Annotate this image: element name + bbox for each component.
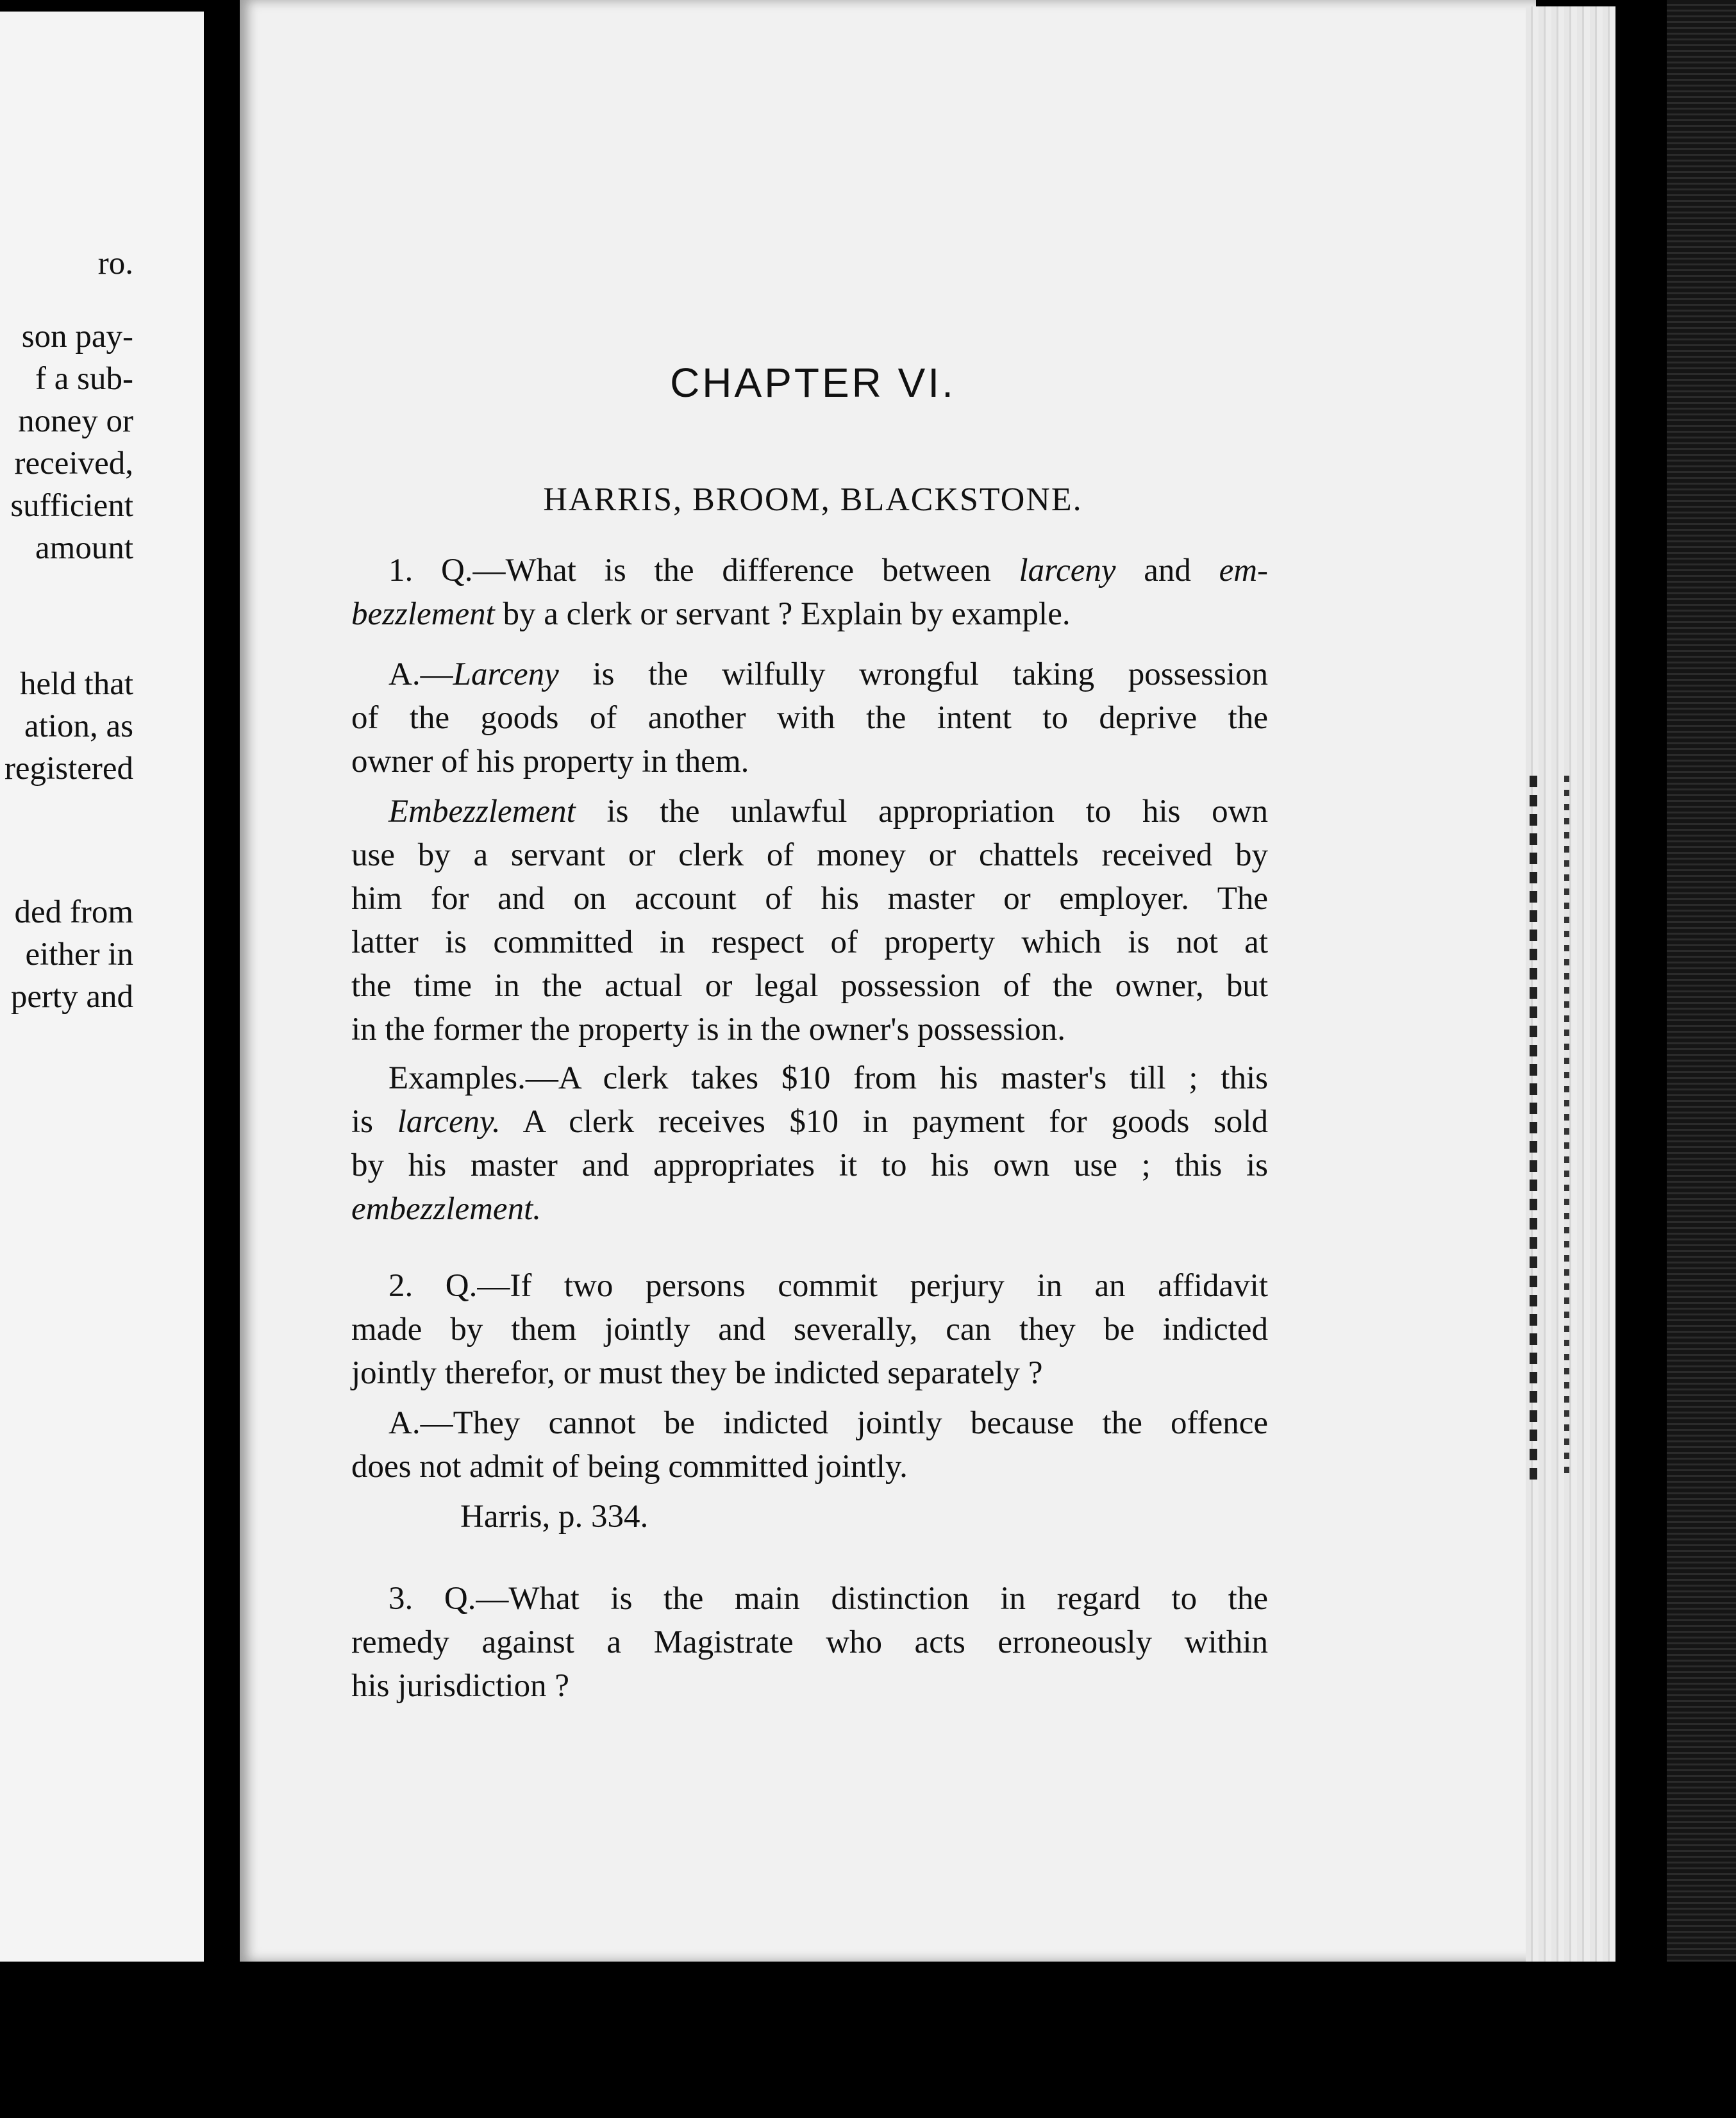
text-line: latter is committed in respect of property which is not at (351, 924, 1268, 960)
text-line: him for and on account of his master or employer. The (351, 881, 1268, 917)
text-line: does not admit of being committed jointly. (351, 1449, 908, 1485)
text-line: use by a servant or clerk of money or chattels received by (351, 837, 1268, 873)
answer-2 (351, 1401, 1268, 1538)
left-page-fragment: amount (35, 530, 133, 566)
book-cover-edge (1667, 0, 1736, 2118)
left-page-fragment: son pay- (21, 319, 133, 354)
spine-imprint-mark (1564, 776, 1569, 1481)
left-page-fragment: f a sub- (35, 361, 133, 397)
text-line: Examples.—A clerk takes $10 from his master's till ; this (388, 1060, 1268, 1096)
left-page-fragment: ation, as (24, 708, 133, 744)
text-line: his jurisdiction ? (351, 1668, 569, 1704)
chapter-title: CHAPTER VI. (670, 360, 956, 406)
text-line: 1. Q.—What is the difference between larceny and em- (388, 553, 1269, 588)
text-line: the time in the actual or legal possession of the owner, but (351, 968, 1268, 1004)
left-page-fragment: ro. (97, 246, 133, 281)
left-page-fragment: registered (4, 751, 133, 787)
left-page (0, 12, 208, 1973)
text-line: in the former the property is in the owner's possession. (351, 1012, 1065, 1047)
text-line: A.—They cannot be indicted jointly because the offence (388, 1405, 1268, 1441)
left-page-fragment: noney or (18, 403, 133, 439)
spine-imprint-mark (1530, 776, 1537, 1481)
text-line: jointly therefor, or must they be indicted separately ? (351, 1355, 1043, 1391)
left-page-fragment: held that (19, 666, 133, 702)
left-page-fragment: perty and (10, 979, 133, 1015)
text-line: 3. Q.—What is the main distinction in regard to the (388, 1581, 1268, 1617)
left-page-fragment: received, (14, 446, 133, 481)
text-line: made by them jointly and severally, can they be indicted (351, 1312, 1268, 1347)
text-line: of the goods of another with the intent to deprive the (351, 700, 1268, 736)
text-line: Embezzlement is the unlawful appropriation to his own (388, 794, 1268, 830)
text-line: owner of his property in them. (351, 744, 749, 780)
question-2 (351, 1264, 1268, 1395)
chapter-subtitle: HARRIS, BROOM, BLACKSTONE. (543, 481, 1083, 518)
text-line: is larceny. A clerk receives $10 in payment for goods sold (351, 1104, 1268, 1140)
answer-1-embezzlement (351, 790, 1268, 1051)
text-line: bezzlement by a clerk or servant ? Explain by example. (351, 596, 1071, 632)
left-page-fragment: sufficient (10, 488, 133, 524)
examples-1 (351, 1056, 1268, 1231)
text-line: 2. Q.—If two persons commit perjury in an affidavit (388, 1268, 1268, 1304)
book-gutter (204, 0, 242, 2118)
left-page-fragment: ded from (14, 894, 133, 930)
question-1 (351, 549, 1268, 636)
question-3 (351, 1577, 1268, 1708)
reference: Harris, p. 334. (460, 1499, 649, 1535)
text-line: by his master and appropriates it to his own use ; this is (351, 1147, 1268, 1183)
text-line: remedy against a Magistrate who acts erroneously within (351, 1624, 1268, 1660)
answer-1 (351, 653, 1268, 783)
page-edges (1526, 6, 1615, 1962)
text-line: A.—Larceny is the wilfully wrongful taking possession (388, 656, 1268, 692)
text-line: embezzlement. (351, 1191, 541, 1227)
left-page-fragment: either in (25, 937, 133, 972)
scan-background (0, 1962, 1736, 2118)
